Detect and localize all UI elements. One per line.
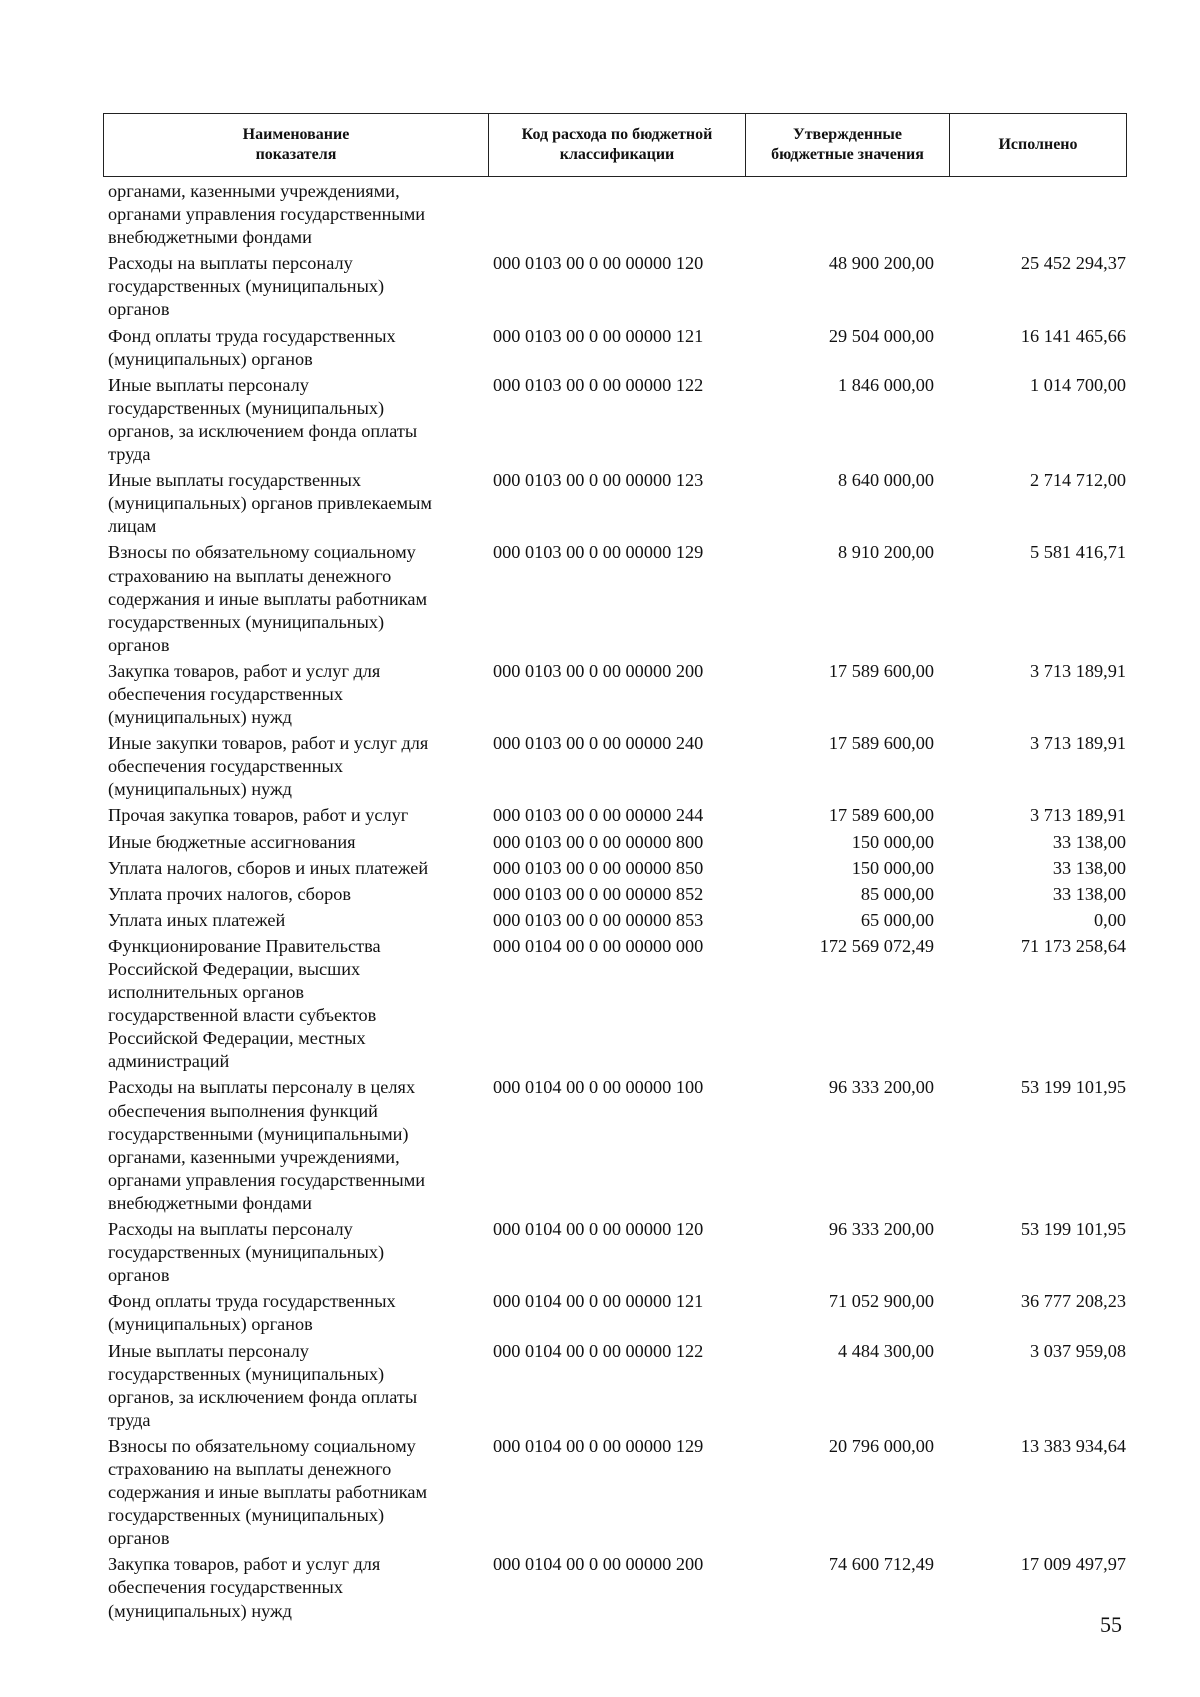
row-name: Фонд оплаты труда государственных (муниципальных) органов <box>108 325 396 369</box>
row-name: Иные выплаты персоналу государственных (муниципальных) органов, за исключением фонда оплаты труда <box>108 374 418 465</box>
header-approved: Утвержденные бюджетные значения <box>746 114 950 176</box>
table-row <box>100 374 1130 466</box>
row-executed: 17 009 497,97 <box>1020 1554 1126 1575</box>
row-executed: 3 713 189,91 <box>1030 805 1126 826</box>
table-row <box>100 909 1130 932</box>
row-code: 000 0103 00 0 00 00000 800 <box>493 831 704 852</box>
row-name: Закупка товаров, работ и услуг для обеспечения государственных (муниципальных) нужд <box>108 1554 381 1621</box>
row-name: Иные выплаты персоналу государственных (муниципальных) органов, за исключением фонда оплаты труда <box>108 1340 418 1430</box>
row-approved: 8 640 000,00 <box>838 470 934 491</box>
row-name: Закупка товаров, работ и услуг для обеспечения государственных (муниципальных) нужд <box>108 660 381 728</box>
table-row <box>100 831 1130 854</box>
row-executed: 3 713 189,91 <box>1030 660 1126 681</box>
row-executed: 16 141 465,66 <box>1020 325 1126 346</box>
row-approved: 96 333 200,00 <box>828 1219 934 1240</box>
row-executed: 3 713 189,91 <box>1030 733 1126 754</box>
row-code: 000 0103 00 0 00 00000 123 <box>493 470 704 491</box>
row-approved: 172 569 072,49 <box>819 935 934 956</box>
row-name: Взносы по обязательному социальному страхованию на выплаты денежного содержания и иные выплаты работникам государственных (муниципальных) органов <box>108 1435 428 1549</box>
row-code: 000 0104 00 0 00 00000 121 <box>493 1291 704 1312</box>
row-approved: 65 000,00 <box>860 909 934 930</box>
row-approved: 17 589 600,00 <box>828 733 934 754</box>
row-code: 000 0103 00 0 00 00000 850 <box>493 857 704 878</box>
row-code: 000 0104 00 0 00 00000 120 <box>493 1219 704 1240</box>
row-code: 000 0104 00 0 00 00000 200 <box>493 1554 704 1575</box>
row-approved: 85 000,00 <box>860 883 934 904</box>
row-code: 000 0103 00 0 00 00000 121 <box>493 325 704 346</box>
table-row <box>100 1218 1130 1287</box>
row-approved: 150 000,00 <box>851 831 934 852</box>
row-code: 000 0104 00 0 00 00000 129 <box>493 1435 704 1456</box>
table-row <box>100 883 1130 906</box>
table-row <box>100 1340 1130 1432</box>
table-row <box>100 1290 1130 1336</box>
row-executed: 5 581 416,71 <box>1030 542 1126 563</box>
row-name: Расходы на выплаты персоналу в целях обеспечения выполнения функций государственными (муниципальными) органами, казенными учреждениями, органами управления государственными внебюджетными фондами <box>108 1077 426 1213</box>
row-name: Фонд оплаты труда государственных (муниципальных) органов <box>108 1291 396 1335</box>
table-row <box>100 252 1130 321</box>
table-row <box>100 1553 1130 1622</box>
row-name: Иные бюджетные ассигнования <box>108 831 356 852</box>
row-name: Уплата иных платежей <box>108 909 286 930</box>
row-code: 000 0104 00 0 00 00000 000 <box>493 935 704 956</box>
row-approved: 17 589 600,00 <box>828 660 934 681</box>
row-name: Уплата налогов, сборов и иных платежей <box>108 857 429 878</box>
row-executed: 3 037 959,08 <box>1030 1340 1126 1361</box>
row-executed: 53 199 101,95 <box>1020 1219 1126 1240</box>
header-code: Код расхода по бюджетной классификации <box>489 114 746 176</box>
row-executed: 71 173 258,64 <box>1020 935 1126 956</box>
row-approved: 96 333 200,00 <box>828 1077 934 1098</box>
table-row <box>100 180 1130 249</box>
row-executed: 13 383 934,64 <box>1020 1435 1126 1456</box>
row-approved: 150 000,00 <box>851 857 934 878</box>
table-row <box>100 660 1130 729</box>
row-executed: 1 014 700,00 <box>1030 374 1126 395</box>
row-approved: 8 910 200,00 <box>838 542 934 563</box>
row-name: Взносы по обязательному социальному страхованию на выплаты денежного содержания и иные выплаты работникам государственных (муниципальных) органов <box>108 542 428 655</box>
row-executed: 2 714 712,00 <box>1030 470 1126 491</box>
table-row <box>100 1076 1130 1215</box>
row-code: 000 0103 00 0 00 00000 120 <box>493 253 704 274</box>
row-code: 000 0103 00 0 00 00000 122 <box>493 374 704 395</box>
page-number: 55 <box>1100 1612 1122 1637</box>
row-code: 000 0103 00 0 00 00000 129 <box>493 542 704 563</box>
table-header <box>103 113 1127 177</box>
row-approved: 4 484 300,00 <box>838 1340 934 1361</box>
table-row <box>100 469 1130 538</box>
row-name: Иные закупки товаров, работ и услуг для обеспечения государственных (муниципальных) нужд <box>108 733 429 800</box>
table-body <box>100 180 1130 1623</box>
row-approved: 71 052 900,00 <box>828 1291 934 1312</box>
row-name: Иные выплаты государственных (муниципальных) органов привлекаемым лицам <box>108 470 432 537</box>
row-executed: 53 199 101,95 <box>1020 1077 1126 1098</box>
row-name: Расходы на выплаты персоналу государственных (муниципальных) органов <box>108 253 385 320</box>
row-code: 000 0103 00 0 00 00000 200 <box>493 660 704 681</box>
row-code: 000 0104 00 0 00 00000 100 <box>493 1077 704 1098</box>
row-executed: 0,00 <box>1094 909 1126 930</box>
row-name: Прочая закупка товаров, работ и услуг <box>108 805 409 826</box>
row-approved: 48 900 200,00 <box>828 253 934 274</box>
row-name: Уплата прочих налогов, сборов <box>108 883 352 904</box>
row-code: 000 0103 00 0 00 00000 240 <box>493 733 704 754</box>
table-row <box>100 325 1130 371</box>
row-executed: 33 138,00 <box>1052 831 1126 852</box>
row-executed: 33 138,00 <box>1052 883 1126 904</box>
row-name: органами, казенными учреждениями, органами управления государственными внебюджетными фондами <box>108 181 426 248</box>
row-approved: 17 589 600,00 <box>828 805 934 826</box>
row-code: 000 0103 00 0 00 00000 853 <box>493 909 704 930</box>
row-code: 000 0103 00 0 00 00000 244 <box>493 805 704 826</box>
row-executed: 33 138,00 <box>1052 857 1126 878</box>
row-approved: 20 796 000,00 <box>828 1435 934 1456</box>
row-approved: 29 504 000,00 <box>828 325 934 346</box>
table-row <box>100 541 1130 656</box>
row-approved: 1 846 000,00 <box>838 374 934 395</box>
row-name: Функционирование Правительства Российской Федерации, высших исполнительных органов государственной власти субъектов Российской Федерации, местных администраций <box>108 935 381 1072</box>
row-name: Расходы на выплаты персоналу государственных (муниципальных) органов <box>108 1219 385 1286</box>
header-name: Наименование показателя <box>104 114 489 176</box>
table-row <box>100 804 1130 827</box>
header-executed: Исполнено <box>998 136 1078 153</box>
row-code: 000 0104 00 0 00 00000 122 <box>493 1340 704 1361</box>
row-code: 000 0103 00 0 00 00000 852 <box>493 883 704 904</box>
table-row <box>100 1435 1130 1550</box>
row-approved: 74 600 712,49 <box>828 1554 934 1575</box>
table-row <box>100 935 1130 1074</box>
row-executed: 25 452 294,37 <box>1020 253 1126 274</box>
table-row <box>100 732 1130 801</box>
table-row <box>100 857 1130 880</box>
row-executed: 36 777 208,23 <box>1020 1291 1126 1312</box>
